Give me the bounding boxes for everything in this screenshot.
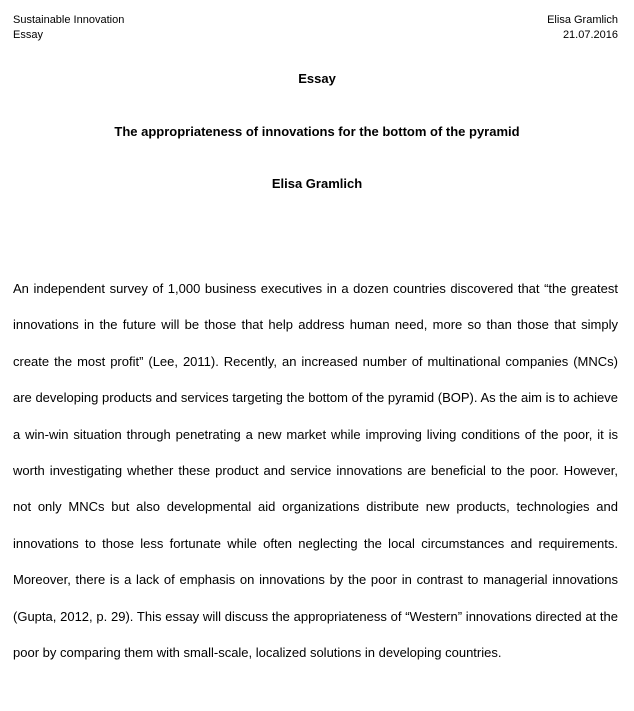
document-label: Essay: [298, 71, 336, 86]
header-right: [547, 13, 618, 43]
document-title: The appropriateness of innovations for the bottom of the pyramid: [114, 124, 520, 139]
header-left: [13, 13, 124, 43]
document-author: Elisa Gramlich: [271, 176, 363, 191]
header-date: 21.07.2016: [562, 29, 618, 41]
header-author: Elisa Gramlich: [547, 14, 618, 26]
header-course: Sustainable Innovation: [13, 14, 125, 26]
body-paragraph: An independent survey of 1,000 business executives in a dozen countries discovered that “the greatest innovations in the future will be those that help address human need, more so than those that simply create the most profit” (Lee, 2011). Recently, an increased number of multinational companies (MNCs) are developing products and services targeting the bottom of the pyramid (BOP). As the aim is to achieve a win-win situation through penetrating a new market while improving living conditions of the poor, it is worth investigating whether these product and service innovations are beneficial to the poor. However, not only MNCs but also developmental aid organizations distribute new products, technologies and innovations to those less fortunate while often neglecting the local circumstances and requirements. Moreover, there is a lack of emphasis on innovations by the poor in contrast to managerial innovations (Gupta, 2012, p. 29). This essay will discuss the appropriateness of “Western” innovations directed at the poor by comparing them with small-scale, localized solutions in developing countries.: [13, 281, 618, 661]
header-doc-type: Essay: [13, 29, 43, 41]
